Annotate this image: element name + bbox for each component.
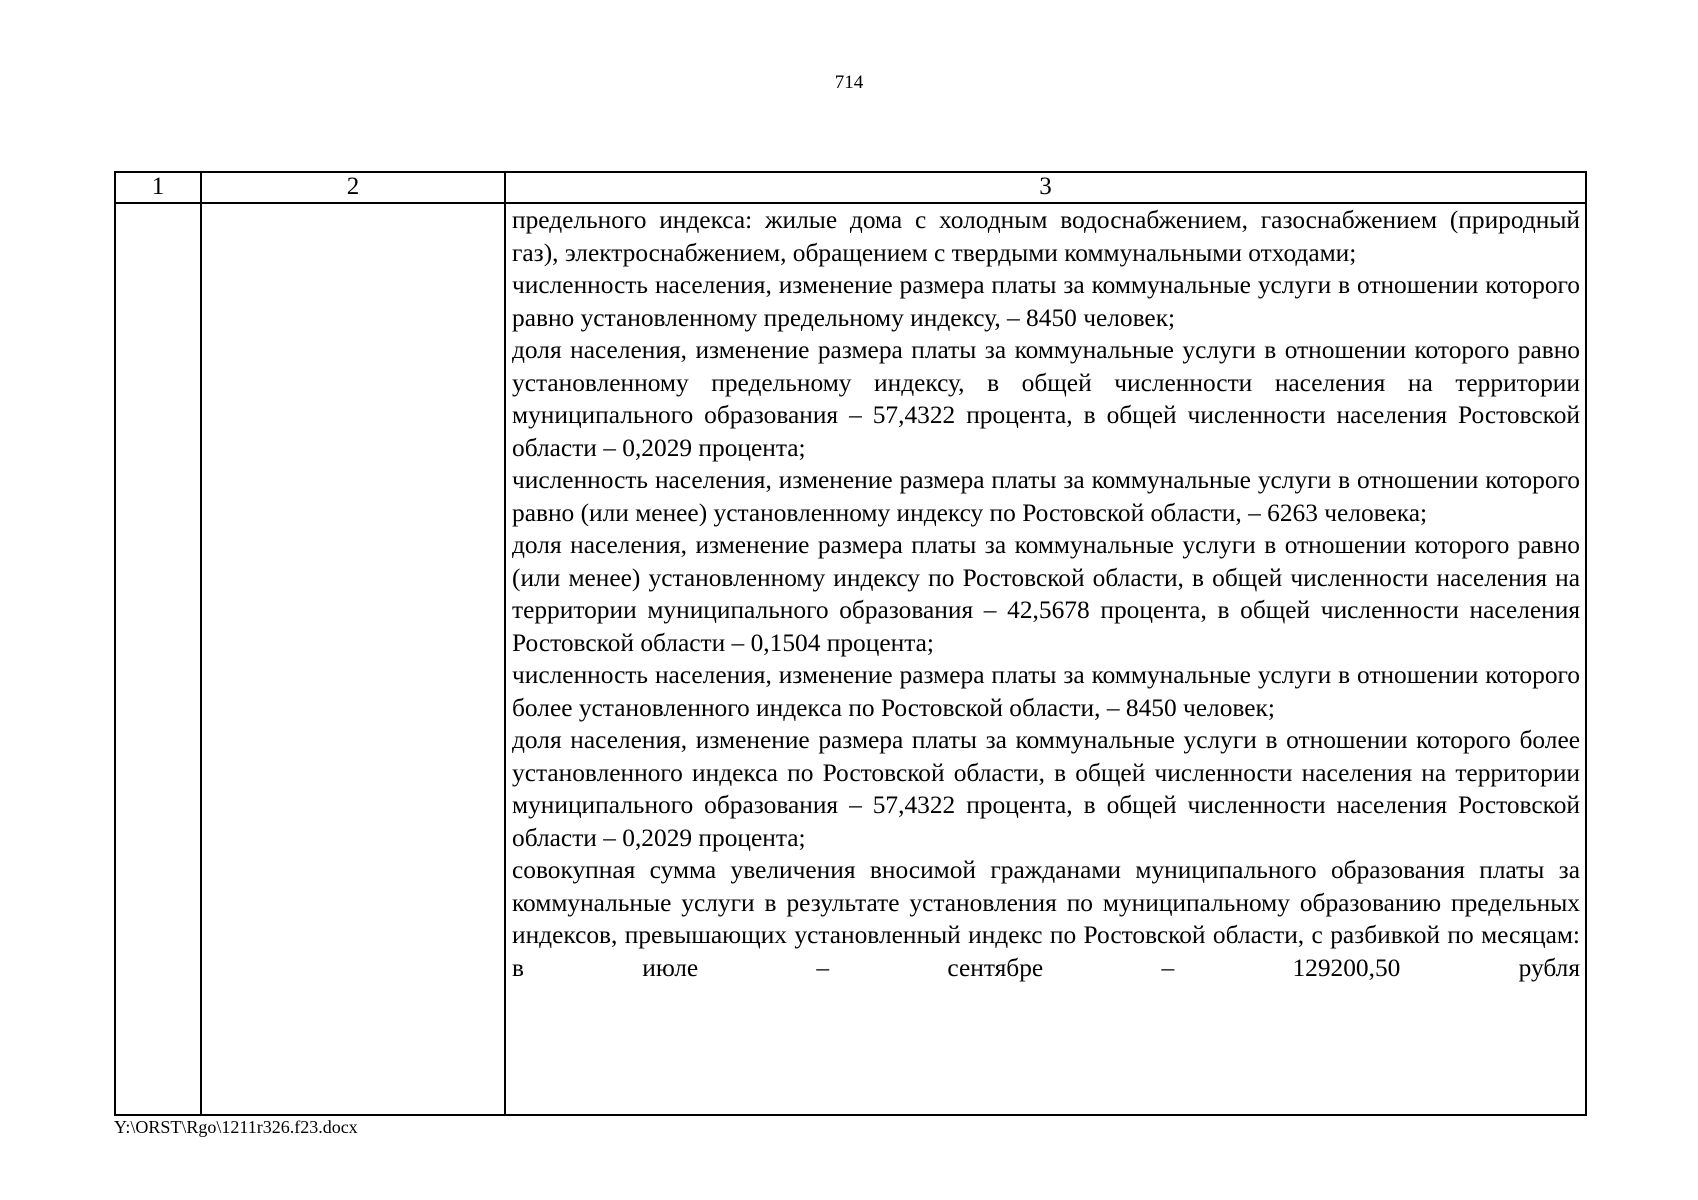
table-row: [115, 203, 1586, 1115]
file-path-footer: Y:\ORST\Rgo\1211r326.f23.docx: [114, 1117, 358, 1137]
column-header-2: 2: [201, 172, 505, 203]
cell-column-3: [505, 203, 1586, 1115]
table-header-row: [115, 172, 1586, 203]
cell-column-2: [201, 203, 505, 1115]
column-header-1: 1: [115, 172, 201, 203]
document-table: [114, 171, 1587, 1116]
paragraph-6: численность населения, изменение размера платы за коммунальные услуги в отношении которого более установленного индекса по Ростовской области, – 8450 человек;: [512, 661, 1580, 722]
paragraph-1: предельного индекса: жилые дома с холодным водоснабжением, газоснабжением (природный газ), электроснабжением, обращением с твердыми коммунальными отходами;: [512, 206, 1580, 267]
paragraph-8: совокупная сумма увеличения вносимой гражданами муниципального образования платы за коммунальные услуги в результате установления по муниципальному образованию предельных индексов, превышающих установленный индекс по Ростовской области, с разбивкой по месяцам: в июле – сентябре – 129200,50 рубля: [512, 856, 1580, 982]
paragraph-2: численность населения, изменение размера платы за коммунальные услуги в отношении которого равно установленному предельному индексу, – 8450 человек;: [512, 271, 1580, 332]
column-header-3: 3: [505, 172, 1586, 203]
paragraph-3: доля населения, изменение размера платы за коммунальные услуги в отношении которого равно установленному предельному индексу, в общей численности населения на территории муниципального образования – 57,4322 процента, в общей численности населения Ростовской области – 0,2029 процента;: [512, 336, 1580, 462]
cell-text-block: [506, 204, 1585, 984]
paragraph-5: доля населения, изменение размера платы за коммунальные услуги в отношении которого равно (или менее) установленному индексу по Ростовской области, в общей численности населения на территории муниципального образования – 42,5678 процента, в общей численности населения Ростовской области – 0,1504 процента;: [512, 531, 1580, 657]
paragraph-7: доля населения, изменение размера платы за коммунальные услуги в отношении которого более установленного индекса по Ростовской области, в общей численности населения на территории муниципального образования – 57,4322 процента, в общей численности населения Ростовской области – 0,2029 процента;: [512, 726, 1580, 852]
paragraph-4: численность населения, изменение размера платы за коммунальные услуги в отношении которого равно (или менее) установленному индексу по Ростовской области, – 6263 человека;: [512, 466, 1580, 527]
cell-column-1: [115, 203, 201, 1115]
page-number: 714: [834, 72, 864, 93]
